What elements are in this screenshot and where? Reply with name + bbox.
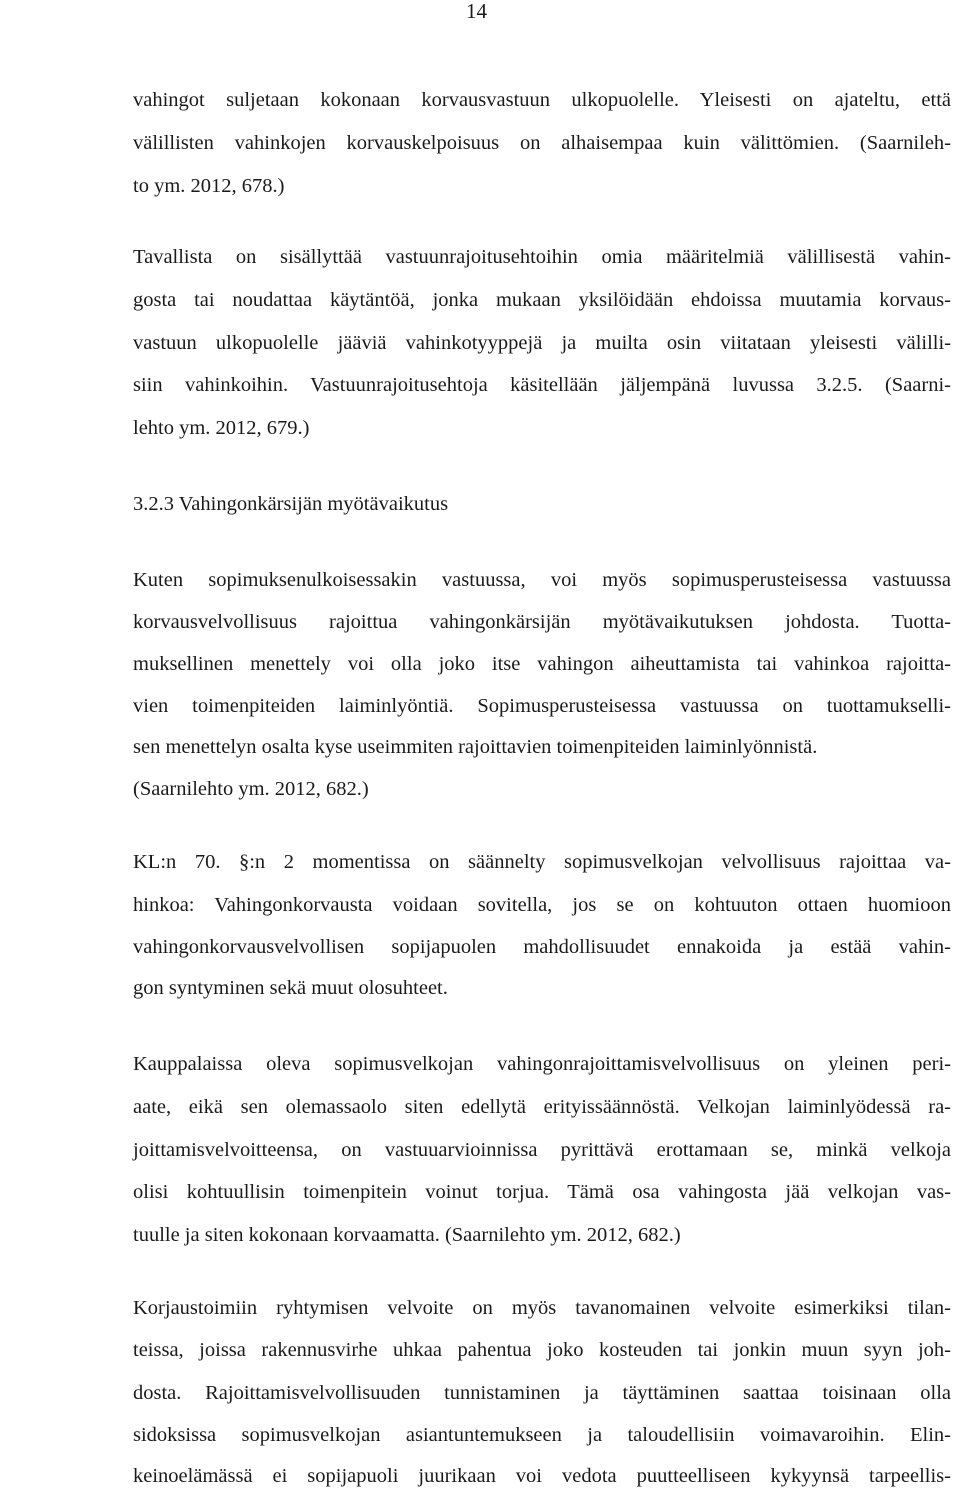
text-line: korvausvelvollisuus rajoittua vahingonkärsijän myötävaikutuksen johdosta. Tuotta- — [133, 611, 951, 633]
text-line: sidoksissa sopimusvelkojan asiantuntemukseen ja taloudellisiin voimavaroihin. Elin- — [133, 1424, 951, 1446]
text-line: Kauppalaissa oleva sopimusvelkojan vahingonrajoittamisvelvollisuus on yleinen peri- — [133, 1053, 951, 1075]
text-line: tuulle ja siten kokonaan korvaamatta. (Saarnilehto ym. 2012, 682.) — [133, 1224, 681, 1246]
text-line: to ym. 2012, 678.) — [133, 175, 285, 197]
text-line: gon syntyminen sekä muut olosuhteet. — [133, 977, 448, 999]
text-line: gosta tai noudattaa käytäntöä, jonka mukaan yksilöidään ehdoissa muutamia korvaus- — [133, 289, 951, 311]
text-line: teissa, joissa rakennusvirhe uhkaa pahentua joko kosteuden tai jonkin muun syyn joh- — [133, 1339, 951, 1361]
text-line: muksellinen menettely voi olla joko itse vahingon aiheuttamista tai vahinkoa rajoitta- — [133, 653, 951, 675]
text-line: hinkoa: Vahingonkorvausta voidaan sovitella, jos se on kohtuuton ottaen huomioon — [133, 894, 951, 916]
text-line: lehto ym. 2012, 679.) — [133, 417, 310, 439]
section-heading: 3.2.3 Vahingonkärsijän myötävaikutus — [133, 493, 449, 515]
text-line: Kuten sopimuksenulkoisessakin vastuussa, voi myös sopimusperusteisessa vastuussa — [133, 569, 951, 591]
text-line: sen menettelyn osalta kyse useimmiten rajoittavien toimenpiteiden laiminlyönnistä. — [133, 736, 818, 758]
text-line: vahingonkorvausvelvollisen sopijapuolen mahdollisuudet ennakoida ja estää vahin- — [133, 936, 951, 958]
text-line: dosta. Rajoittamisvelvollisuuden tunnistaminen ja täyttäminen saattaa toisinaan olla — [133, 1382, 951, 1404]
text-line: (Saarnilehto ym. 2012, 682.) — [133, 778, 369, 800]
text-line: Tavallista on sisällyttää vastuunrajoitusehtoihin omia määritelmiä välillisestä vahin- — [133, 246, 951, 268]
text-line: siin vahinkoihin. Vastuunrajoitusehtoja käsitellään jäljempänä luvussa 3.2.5. (Saarni- — [133, 374, 951, 396]
text-line: välillisten vahinkojen korvauskelpoisuus on alhaisempaa kuin välittömien. (Saarnileh- — [133, 132, 951, 154]
text-line: KL:n 70. §:n 2 momentissa on säännelty sopimusvelkojan velvollisuus rajoittaa va- — [133, 851, 951, 873]
text-line: Korjaustoimiin ryhtymisen velvoite on myös tavanomainen velvoite esimerkiksi tilan- — [133, 1297, 951, 1319]
text-line: joittamisvelvoitteensa, on vastuuarvioinnissa pyrittävä erottamaan se, minkä velkoja — [133, 1139, 951, 1161]
text-line: olisi kohtuullisin toimenpitein voinut torjua. Tämä osa vahingosta jää velkojan vas- — [133, 1181, 951, 1203]
text-line: vien toimenpiteiden laiminlyöntiä. Sopimusperusteisessa vastuussa on tuottamukselli- — [133, 695, 951, 717]
text-line: vahingot suljetaan kokonaan korvausvastuun ulkopuolelle. Yleisesti on ajateltu, että — [133, 89, 951, 111]
text-line: vastuun ulkopuolelle jääviä vahinkotyyppejä ja muilta osin viitataan yleisesti välilli- — [133, 332, 951, 354]
text-line: aate, eikä sen olemassaolo siten edellytä erityissäännöstä. Velkojan laiminlyödessä ra- — [133, 1096, 951, 1118]
text-line: keinoelämässä ei sopijapuoli juurikaan voi vedota puutteelliseen kykyynsä tarpeellis- — [133, 1465, 951, 1487]
page-number: 14 — [466, 0, 487, 23]
